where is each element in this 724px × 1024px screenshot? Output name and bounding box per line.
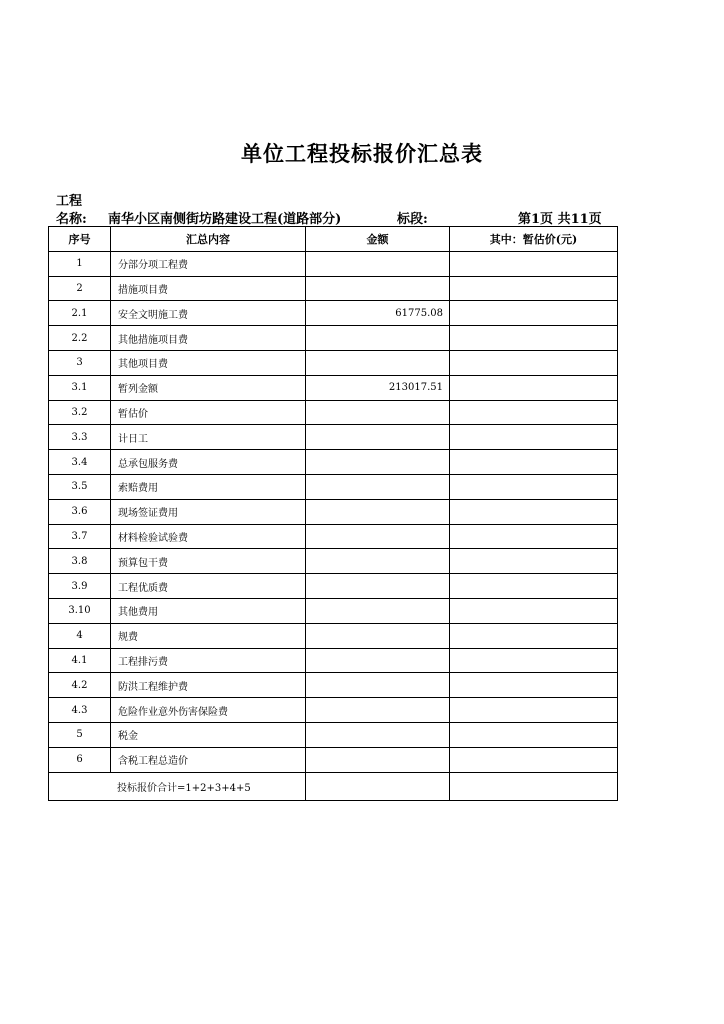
row-item: 暂列金额	[111, 375, 306, 400]
row-provisional	[450, 375, 618, 400]
row-provisional	[450, 648, 618, 673]
table-row	[49, 276, 618, 301]
row-item: 计日工	[111, 425, 306, 450]
row-amount	[306, 574, 450, 599]
row-no: 4.3	[49, 698, 111, 723]
row-amount	[306, 598, 450, 623]
row-amount	[306, 350, 450, 375]
row-provisional	[450, 251, 618, 276]
row-provisional	[450, 673, 618, 698]
row-provisional	[450, 698, 618, 723]
row-amount	[306, 747, 450, 772]
total-amount	[306, 772, 450, 800]
table-row	[49, 301, 618, 326]
table-row	[49, 673, 618, 698]
row-provisional	[450, 276, 618, 301]
row-item: 预算包干费	[111, 549, 306, 574]
total-label: 投标报价合计=1+2+3+4+5	[49, 772, 306, 800]
project-name: 南华小区南侧街坊路建设工程(道路部分)	[108, 212, 342, 227]
row-no: 3.3	[49, 425, 111, 450]
row-no: 2.1	[49, 301, 111, 326]
section-label: 标段:	[397, 212, 428, 227]
row-item: 总承包服务费	[111, 450, 306, 475]
row-item: 现场签证费用	[111, 499, 306, 524]
total-provisional	[450, 772, 618, 800]
row-item: 材料检验试验费	[111, 524, 306, 549]
row-item: 分部分项工程费	[111, 251, 306, 276]
row-provisional	[450, 524, 618, 549]
table-row	[49, 499, 618, 524]
row-amount	[306, 499, 450, 524]
table-row	[49, 524, 618, 549]
row-item: 其他费用	[111, 598, 306, 623]
row-item: 索赔费用	[111, 474, 306, 499]
row-no: 3.5	[49, 474, 111, 499]
row-amount	[306, 474, 450, 499]
row-no: 2	[49, 276, 111, 301]
row-no: 1	[49, 251, 111, 276]
row-no: 3.7	[49, 524, 111, 549]
row-provisional	[450, 400, 618, 425]
row-no: 2.2	[49, 326, 111, 351]
row-provisional	[450, 549, 618, 574]
table-row	[49, 574, 618, 599]
summary-table	[48, 226, 618, 801]
row-item: 防洪工程维护费	[111, 673, 306, 698]
row-provisional	[450, 598, 618, 623]
table-row	[49, 549, 618, 574]
row-item: 工程优质费	[111, 574, 306, 599]
row-provisional	[450, 350, 618, 375]
row-provisional	[450, 499, 618, 524]
row-item: 安全文明施工费	[111, 301, 306, 326]
page-title: 单位工程投标报价汇总表	[241, 141, 483, 166]
row-no: 6	[49, 747, 111, 772]
row-amount	[306, 251, 450, 276]
total-row	[49, 772, 618, 800]
row-item: 危险作业意外伤害保险费	[111, 698, 306, 723]
page-info: 第1页 共11页	[518, 212, 602, 227]
row-provisional	[450, 425, 618, 450]
row-item: 措施项目费	[111, 276, 306, 301]
row-amount	[306, 648, 450, 673]
row-amount	[306, 425, 450, 450]
row-amount: 213017.51	[306, 375, 450, 400]
row-provisional	[450, 450, 618, 475]
table-row	[49, 747, 618, 772]
table-row	[49, 400, 618, 425]
row-no: 3.9	[49, 574, 111, 599]
row-provisional	[450, 301, 618, 326]
row-amount	[306, 549, 450, 574]
row-provisional	[450, 474, 618, 499]
row-item: 工程排污费	[111, 648, 306, 673]
row-no: 3	[49, 350, 111, 375]
table-row	[49, 326, 618, 351]
col-header-item: 汇总内容	[111, 227, 306, 252]
table-row	[49, 722, 618, 747]
table-row	[49, 251, 618, 276]
row-provisional	[450, 326, 618, 351]
table-row	[49, 450, 618, 475]
row-amount	[306, 326, 450, 351]
row-provisional	[450, 623, 618, 648]
table-row	[49, 598, 618, 623]
table-row	[49, 698, 618, 723]
row-no: 4.2	[49, 673, 111, 698]
row-no: 4.1	[49, 648, 111, 673]
row-no: 4	[49, 623, 111, 648]
table-header-row	[49, 227, 618, 252]
row-amount	[306, 623, 450, 648]
row-no: 5	[49, 722, 111, 747]
project-label-line2: 名称:	[56, 212, 87, 227]
row-no: 3.4	[49, 450, 111, 475]
table-row	[49, 474, 618, 499]
row-no: 3.8	[49, 549, 111, 574]
col-header-provisional: 其中：暂估价(元)	[450, 227, 618, 252]
row-no: 3.2	[49, 400, 111, 425]
table-body	[49, 251, 618, 772]
row-amount	[306, 450, 450, 475]
row-provisional	[450, 574, 618, 599]
row-item: 暂估价	[111, 400, 306, 425]
row-amount	[306, 673, 450, 698]
row-item: 税金	[111, 722, 306, 747]
row-amount	[306, 524, 450, 549]
row-item: 其他措施项目费	[111, 326, 306, 351]
table-row	[49, 375, 618, 400]
row-item: 规费	[111, 623, 306, 648]
table-row	[49, 648, 618, 673]
row-amount	[306, 400, 450, 425]
col-header-amount: 金额	[306, 227, 450, 252]
table-row	[49, 623, 618, 648]
row-no: 3.6	[49, 499, 111, 524]
row-no: 3.10	[49, 598, 111, 623]
row-amount	[306, 722, 450, 747]
row-item: 含税工程总造价	[111, 747, 306, 772]
col-header-no: 序号	[49, 227, 111, 252]
row-provisional	[450, 722, 618, 747]
table-row	[49, 425, 618, 450]
row-item: 其他项目费	[111, 350, 306, 375]
project-label-line1: 工程	[56, 194, 83, 209]
row-amount	[306, 698, 450, 723]
row-provisional	[450, 747, 618, 772]
row-amount: 61775.08	[306, 301, 450, 326]
table-row	[49, 350, 618, 375]
row-no: 3.1	[49, 375, 111, 400]
row-amount	[306, 276, 450, 301]
